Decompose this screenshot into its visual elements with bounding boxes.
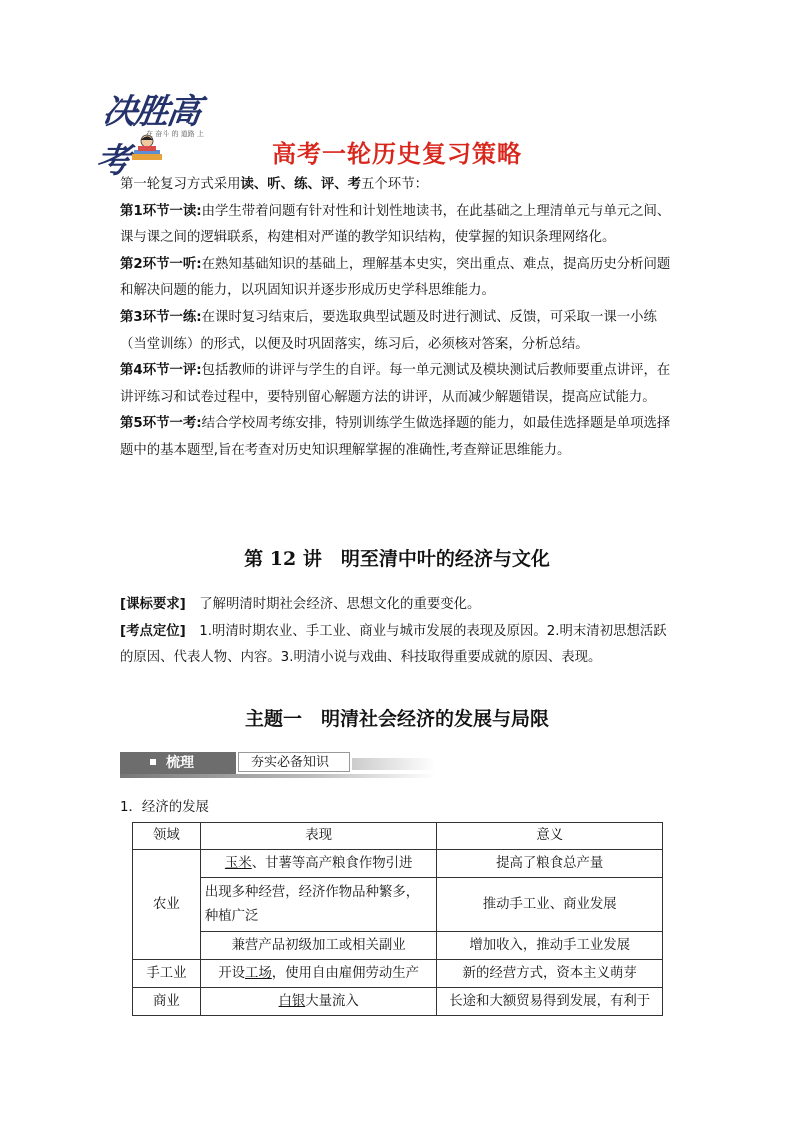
- cell-text: 开设: [218, 965, 245, 981]
- step-paragraph: [120, 252, 680, 305]
- underlined-term: 玉米: [224, 855, 252, 871]
- main-title: 高考一轮历史复习策略: [272, 140, 522, 168]
- field-cell: 农业: [133, 850, 201, 960]
- meaning-cell: 提高了粮食总产量: [437, 850, 663, 878]
- performance-cell: [200, 988, 437, 1016]
- focus-tag: [考点定位]: [120, 623, 186, 639]
- step-paragraph: [120, 358, 680, 411]
- step-text: 结合学校周考练安排，特别训练学生做选择题的能力，如最佳选择题是单项选择题中的基本题型,旨在考查对历史知识理解掌握的准确性,考查辩证思维能力。: [120, 416, 671, 458]
- cell-text: 大量流入: [305, 993, 359, 1009]
- intro-lead-bold: 读、听、练、评、考: [240, 177, 362, 192]
- performance-cell: [200, 960, 437, 988]
- step-text: 在课时复习结束后，要选取典型试题及时进行测试、反馈，可采取一课一小练（当堂训练）的形式，以便及时巩固落实，练习后，必须核对答案，分析总结。: [120, 309, 657, 352]
- square-icon: [150, 759, 156, 765]
- table-header-row: [133, 823, 663, 850]
- step-text: 在熟知基础知识的基础上，理解基本史实，突出重点、难点，提高历史分析问题和解决问题的能力，以巩固知识并逐步形成历史学科思维能力。: [120, 256, 671, 299]
- focus-points: [120, 619, 680, 672]
- intro-lead-pre: 第一轮复习方式采用: [120, 177, 241, 192]
- step-text: 由学生带着问题有针对性和计划性地读书，在此基础之上理清单元与单元之间、课与课之间的逻辑联系，构建相对严谨的教学知识结构，使掌握的知识条理网络化。: [120, 203, 671, 246]
- step-label: 第2环节一听:: [120, 256, 202, 272]
- step-text: 包括教师的讲评与学生的自评。每一单元测试及模块测试后教师要重点讲评，在讲评练习和试卷过程中，要特别留心解题方法的讲评，从而减少解题错误，提高应试能力。: [120, 363, 671, 405]
- section-banner: [120, 752, 436, 778]
- field-cell: 手工业: [133, 960, 201, 988]
- underlined-term: 工场: [245, 965, 272, 981]
- meaning-cell: 推动手工业、商业发展: [437, 878, 663, 932]
- lecture-title: 第 12 讲 明至清中叶的经济与文化: [244, 548, 550, 570]
- table-header: 表现: [200, 823, 437, 850]
- focus-text: 1.明清时期农业、手工业、商业与城市发展的表现及原因。2.明末清初思想活跃的原因、代表人物、内容。3.明清小说与戏曲、科技取得重要成就的原因、表现。: [120, 623, 667, 666]
- intro-section: [120, 172, 680, 465]
- table-header: 意义: [437, 823, 663, 850]
- meaning-cell: 增加收入，推动手工业发展: [437, 932, 663, 960]
- intro-lead-post: 五个环节：: [361, 177, 428, 192]
- banner-dark-label: 梳理: [166, 755, 194, 771]
- standard-requirement: [120, 592, 680, 619]
- performance-cell: [200, 850, 437, 878]
- step-paragraph: [120, 411, 680, 464]
- meaning-cell: 新的经营方式，资本主义萌芽: [437, 960, 663, 988]
- economy-table: [132, 822, 663, 1016]
- standard-tag: [课标要求]: [120, 597, 186, 612]
- theme-title: 主题一 明清社会经济的发展与局限: [244, 708, 549, 730]
- table-row: [133, 988, 663, 1016]
- table-header: 领域: [133, 823, 201, 850]
- performance-cell: 兼营产品初级加工或相关副业: [200, 932, 437, 960]
- table-row: [133, 850, 663, 878]
- banner-fade-decoration: [352, 758, 436, 770]
- table-row: [133, 932, 663, 960]
- step-label: 第5环节一考:: [120, 416, 202, 432]
- cell-text: 、甘薯等高产粮食作物引进: [251, 855, 413, 871]
- banner-light-label: 夯实必备知识: [238, 752, 350, 772]
- logo-subtext: 在 奋斗 的 道路 上: [146, 130, 204, 138]
- meaning-cell: 长途和大额贸易得到发展，有利于: [437, 988, 663, 1016]
- section-label: 1．经济的发展: [120, 800, 209, 815]
- step-label: 第4环节一评:: [120, 363, 202, 379]
- intro-lead: [120, 172, 680, 199]
- step-label: 第1环节一读:: [120, 203, 202, 219]
- requirements-section: [120, 592, 680, 672]
- underlined-term: 白银: [278, 993, 306, 1009]
- step-paragraph: [120, 305, 680, 358]
- banner-underline: [120, 774, 436, 778]
- table-row: [133, 960, 663, 988]
- table-row: [133, 878, 663, 932]
- performance-cell: 出现多种经营，经济作物品种繁多，种植广泛: [200, 878, 437, 932]
- step-label: 第3环节一练:: [120, 309, 202, 325]
- logo-text: 决胜高考: [93, 92, 202, 181]
- field-cell: 商业: [133, 988, 201, 1016]
- banner-dark: [120, 752, 236, 774]
- standard-text: 了解明清时期社会经济、思想文化的重要变化。: [199, 597, 481, 612]
- cell-text: ，使用自由雇佣劳动生产: [271, 965, 420, 981]
- step-paragraph: [120, 199, 680, 252]
